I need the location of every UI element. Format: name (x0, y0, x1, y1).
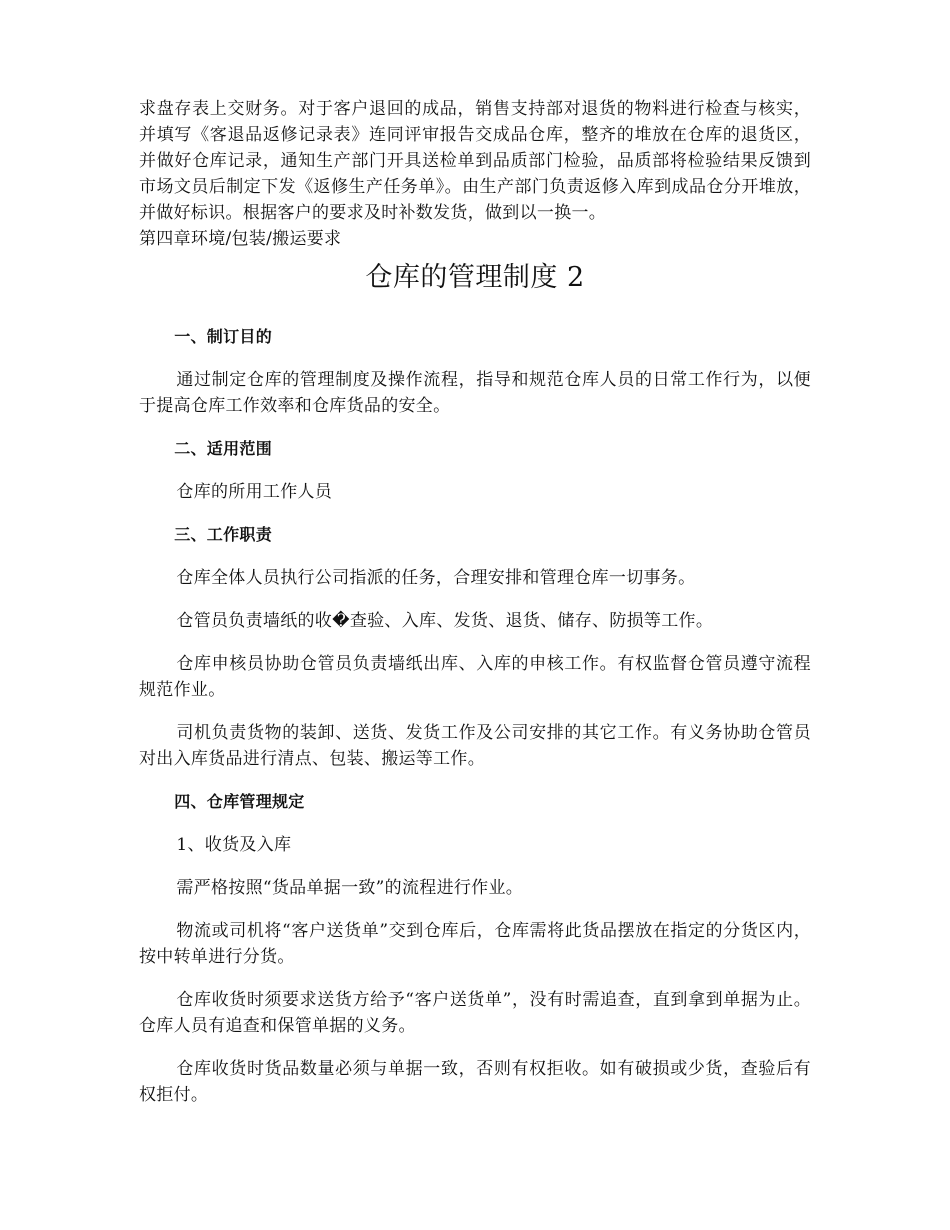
paragraph: 物流或司机将“客户送货单”交到仓库后，仓库需将此货品摆放在指定的分货区内，按中转单进行分货。 (139, 921, 811, 967)
section-heading: 一、制订目的 (174, 327, 272, 346)
section-heading: 四、仓库管理规定 (174, 792, 305, 811)
section-heading: 三、工作职责 (174, 525, 272, 544)
paragraph: 通过制定仓库的管理制度及操作流程，指导和规范仓库人员的日常工作行为，以便于提高仓库工作效率和仓库货品的安全。 (139, 370, 811, 416)
paragraph: 仓管员负责墙纸的收�查验、入库、发货、退货、储存、防损等工作。 (176, 611, 714, 631)
paragraph: 仓库收货时货品数量必须与单据一致，否则有权拒收。如有破损或少货，查验后有权拒付。 (139, 1059, 811, 1105)
intro-block (139, 96, 811, 252)
paragraph: 1、收货及入库 (176, 835, 292, 855)
paragraph: 仓库的所用工作人员 (176, 482, 333, 502)
paragraph: 仓库收货时须要求送货方给予“客户送货单”，没有时需追查，直到拿到单据为止。仓库人员有追查和保管单据的义务。 (139, 990, 811, 1036)
paragraph: 司机负责货物的装卸、送货、发货工作及公司安排的其它工作。有义务协助仓管员对出入库货品进行清点、包装、搬运等工作。 (139, 723, 811, 769)
intro-paragraph: 求盘存表上交财务。对于客户退回的成品，销售支持部对退货的物料进行检查与核实，并填写《客退品返修记录表》连同评审报告交成品仓库，整齐的堆放在仓库的退货区，并做好仓库记录，通知生产部门开具送检单到品质部门检验，品质部将检验结果反馈到市场文员后制定下发《返修生产任务单》。由生产部门负责返修入库到成品仓分开堆放，并做好标识。根据客户的要求及时补数发货，做到以一换一。 (139, 99, 811, 223)
paragraph: 仓库全体人员执行公司指派的任务，合理安排和管理仓库一切事务。 (176, 568, 696, 588)
document-body (139, 324, 811, 1125)
paragraph: 仓库申核员协助仓管员负责墙纸出库、入库的申核工作。有权监督仓管员遵守流程规范作业。 (139, 654, 811, 700)
section-heading: 二、适用范围 (174, 439, 272, 458)
document-title: 仓库的管理制度 2 (365, 262, 585, 293)
paragraph: 需严格按照“货品单据一致”的流程进行作业。 (176, 878, 524, 898)
chapter-line: 第四章环境/包装/搬运要求 (139, 229, 342, 249)
